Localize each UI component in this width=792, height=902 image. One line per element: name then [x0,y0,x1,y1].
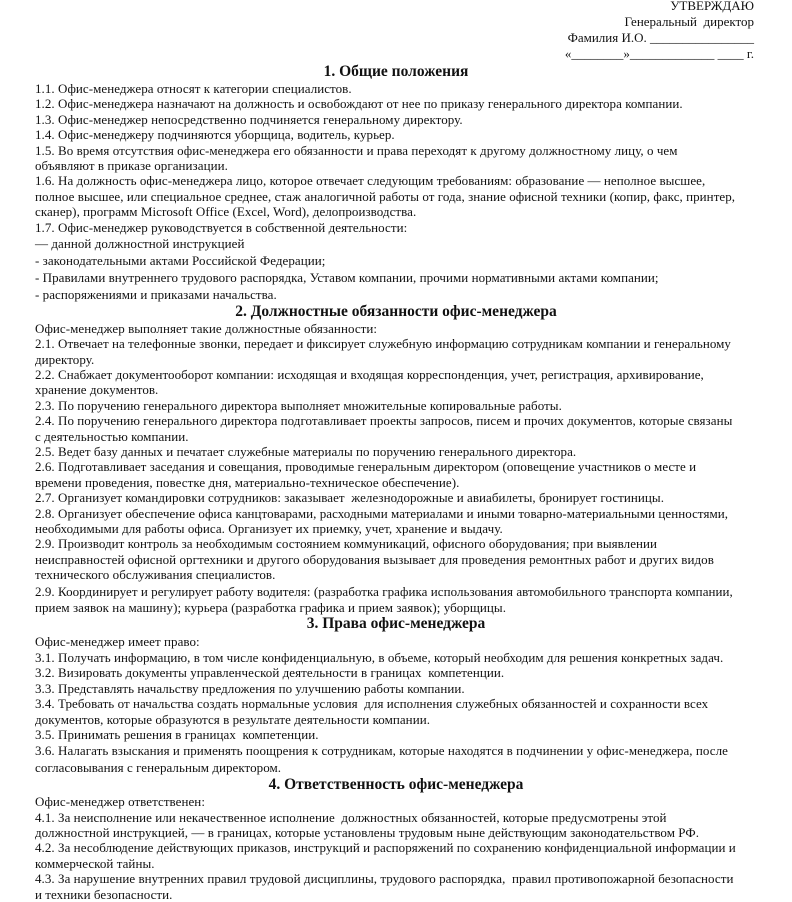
text-line: 1.5. Во время отсутствия офис-менеджера его обязанности и права переходят к другому должностному лицу, о чем [35,142,678,158]
text-line: 2.1. Отвечает на телефонные звонки, передает и фиксирует служебную информацию сотрудникам компании и генеральному [35,336,731,352]
text-line: 3.5. Принимать решения в границах компетенции. [35,726,319,742]
list-item: - распоряжениями и приказами начальства. [35,286,277,302]
text-line: 4.2. За несоблюдение действующих приказов, инструкций и распоряжений по сохранению конфиденциальной информации и [35,840,736,856]
text-line: необходимыми для работы офиса. Организует их приемку, учет, хранение и выдачу. [35,520,503,536]
text-line: 3.1. Получать информацию, в том числе конфиденциальную, в объеме, который необходим для решения конкретных задач. [35,649,724,665]
text-line: неисправностей офисной оргтехники и другого оборудования вызывает для проведения ремонтных работ и других видов [35,551,714,567]
list-item: - Правилами внутреннего трудового распорядка, Уставом компании, прочими нормативными актами компании; [35,269,659,285]
text-line: времени проведения, повестке дня, материально-техническое обеспечение). [35,474,460,490]
approval-name-line: Фамилия И.О. ________________ [567,30,754,45]
text-line: 1.2. Офис-менеджера назначают на должность и освобождают от нее по приказу генерального директора компании. [35,96,683,112]
text-line: согласовывания с генеральным директором. [35,760,282,776]
text-line: 1.3. Офис-менеджер непосредственно подчиняется генеральному директору. [35,111,463,127]
text-line: коммерческой тайны. [35,855,155,871]
text-line: 2.2. Снабжает документооборот компании: исходящая и входящая корреспонденция, учет, регистрация, архивирование, [35,367,704,383]
text-line: 1.4. Офис-менеджеру подчиняются уборщица, водитель, курьер. [35,127,395,143]
approval-position: Генеральный директор [624,14,754,29]
text-line: Офис-менеджер имеет право: [35,633,200,649]
text-line: 4.3. За нарушение внутренних правил трудовой дисциплины, трудового распорядка, правил противопожарной безопасности [35,871,734,887]
section-heading: 1. Общие положения [323,63,469,80]
text-line: и техники безопасности. [35,886,173,902]
text-line: 3.3. Представлять начальству предложения по улучшению работы компании. [35,680,465,696]
text-line: 2.8. Организует обеспечение офиса канцтоварами, расходными материалами и иными товарно-материальными ценностями, [35,505,729,521]
text-line: 2.5. Ведет базу данных и печатает служебные материалы по поручению генерального директора. [35,444,577,460]
section-heading: 2. Должностные обязанности офис-менеджера [235,302,557,320]
text-line: объявляют в приказе организации. [35,157,228,173]
text-line: 2.7. Организует командировки сотрудников: заказывает железнодорожные и авиабилеты, бронирует гостиницы. [35,490,665,506]
section-heading: 3. Права офис-менеджера [306,614,486,632]
approval-date-line: «________»_____________ ____ г. [564,46,754,61]
text-line: 1.7. Офис-менеджер руководствуется в собственной деятельности: [35,219,408,235]
text-line: с деятельностью компании. [35,428,189,444]
section-heading: 4. Ответственность офис-менеджера [268,776,524,794]
text-line: 2.3. По поручению генерального директора выполняет множительные копировальные работы. [35,397,562,413]
text-line: 2.4. По поручению генерального директора подготавливает проекты запросов, писем и прочих документов, которые связаны [35,413,733,429]
text-line: технического обслуживания специалистов. [35,567,276,583]
text-line: 2.9. Координирует и регулирует работу водителя: (разработка графика использования автомобильного транспорта компании, [35,583,733,599]
text-line: 2.9. Производит контроль за необходимым состоянием коммуникаций, офисного оборудования; при выявлении [35,536,658,552]
approval-block [565,0,754,62]
text-line: 2.6. Подготавливает заседания и совещания, проводимые генеральным директором (оповещение участников о месте и [35,459,697,475]
text-line: сканер), программ Microsoft Office (Excel, Word), делопроизводства. [35,204,417,220]
text-line: документов, которые образуются в результате деятельности компании. [35,711,431,727]
text-line: полное высшее, или специальное среднее, стаж аналогичной работы от года, знание офисной техники (копир, факс, принтер, [35,188,736,204]
text-line: прием заявок на машину); курьера (разработка графика и прием заявок); уборщицы. [35,599,507,615]
text-line: 3.2. Визировать документы управленческой деятельности в границах компетенции. [35,665,505,681]
document-body [35,63,787,902]
text-line: хранение документов. [35,382,159,398]
list-item: — данной должностной инструкцией [35,235,245,251]
text-line: 4.1. За неисполнение или некачественное исполнение должностных обязанностей, которые предусмотрены этой [35,809,667,825]
text-line: Офис-менеджер ответственен: [35,794,205,810]
list-item: - законодательными актами Российской Федерации; [35,252,326,268]
text-line: Офис-менеджер выполняет такие должностные обязанности: [35,320,378,336]
text-line: 3.4. Требовать от начальства создать нормальные условия для исполнения служебных обязанностей и сохранности всех [35,696,709,712]
text-line: 1.1. Офис-менеджера относят к категории специалистов. [35,81,352,96]
text-line: директору. [35,351,95,367]
text-line: должностной инструкцией, — в границах, которые установлены трудовым ныне действующим законодательством РФ. [35,825,699,841]
approval-title: УТВЕРЖДАЮ [670,0,754,13]
text-line: 1.6. На должность офис-менеджера лицо, которое отвечает следующим требованиям: образование — неполное высшее, [35,173,706,189]
text-line: 3.6. Налагать взыскания и применять поощрения к сотрудникам, которые находятся в подчинении у офис-менеджера, после [35,743,728,759]
